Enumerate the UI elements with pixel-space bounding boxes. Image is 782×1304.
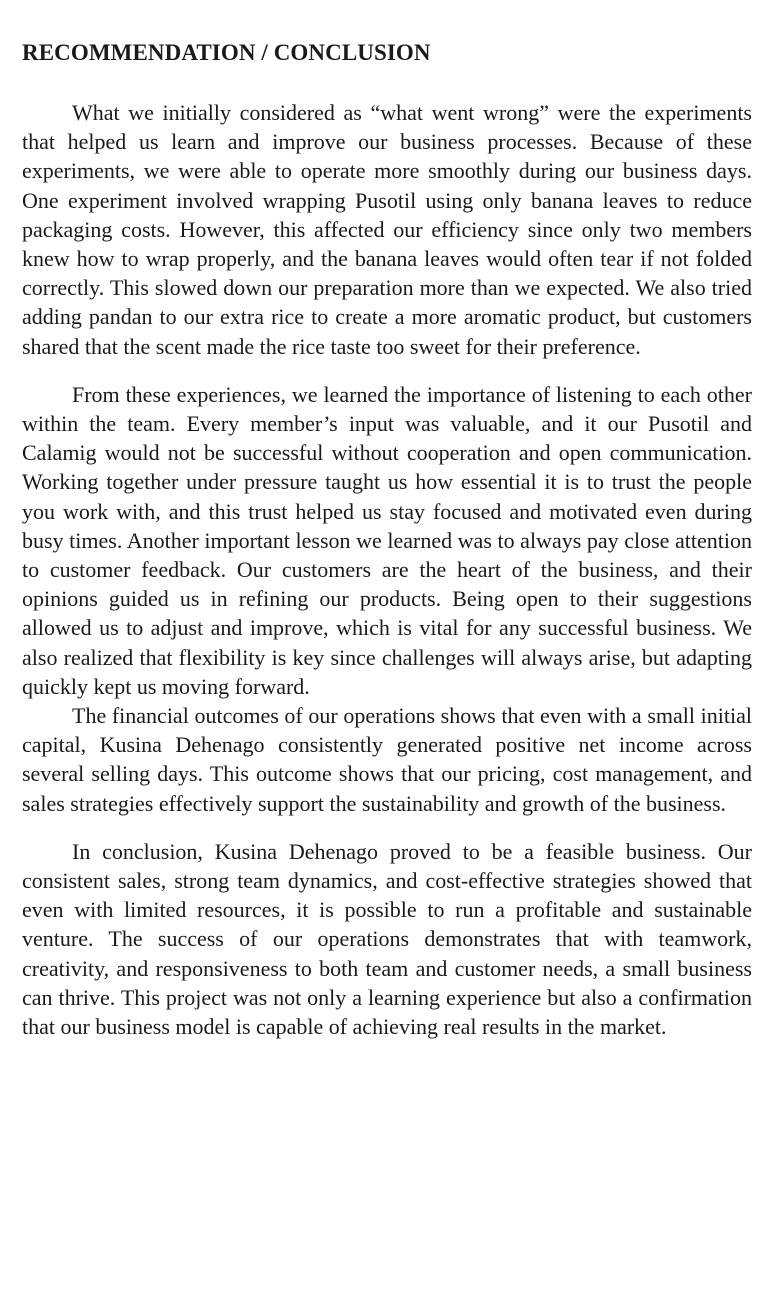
paragraph-financial-outcomes: The financial outcomes of our operations shows that even with a small initial capital, Kusina Dehenago consistently generated positive net income across several selling days. This outcome shows that our pricing, cost management, and sales strategies effectively support the sustainability and growth of the business. [22, 703, 752, 816]
section-heading: RECOMMENDATION / CONCLUSION [22, 40, 431, 65]
paragraph-lessons: From these experiences, we learned the importance of listening to each other within the team. Every member’s input was valuable, and it our Pusotil and Calamig would not be successful without cooperation and open communication. Working together under pressure taught us how essential it is to trust the people you work with, and this trust helped us stay focused and motivated even during busy times. Another important lesson we learned was to always pay close attention to customer feedback. Our customers are the heart of the business, and their opinions guided us in refining our products. Being open to their suggestions allowed us to adjust and improve, which is vital for any successful business. We also realized that flexibility is key since challenges will always arise, but adapting quickly kept us moving forward. [22, 381, 752, 699]
paragraph-conclusion: In conclusion, Kusina Dehenago proved to be a feasible business. Our consistent sales, strong team dynamics, and cost-effective strategies showed that even with limited resources, it is possible to run a profitable and sustainable venture. The success of our operations demonstrates that with teamwork, creativity, and responsiveness to both team and customer needs, a small business can thrive. This project was not only a learning experience but also a confirmation that our business model is capable of achieving real results in the market. [22, 838, 752, 1040]
paragraph-experiments: What we initially considered as “what went wrong” were the experiments that helped us learn and improve our business processes. Because of these experiments, we were able to operate more smoothly during our business days. One experiment involved wrapping Pusotil using only banana leaves to reduce packaging costs. However, this affected our efficiency since only two members knew how to wrap properly, and the banana leaves would often tear if not folded correctly. This slowed down our preparation more than we expected. We also tried adding pandan to our extra rice to create a more aromatic product, but customers shared that the scent made the rice taste too sweet for their preference. [22, 100, 752, 359]
